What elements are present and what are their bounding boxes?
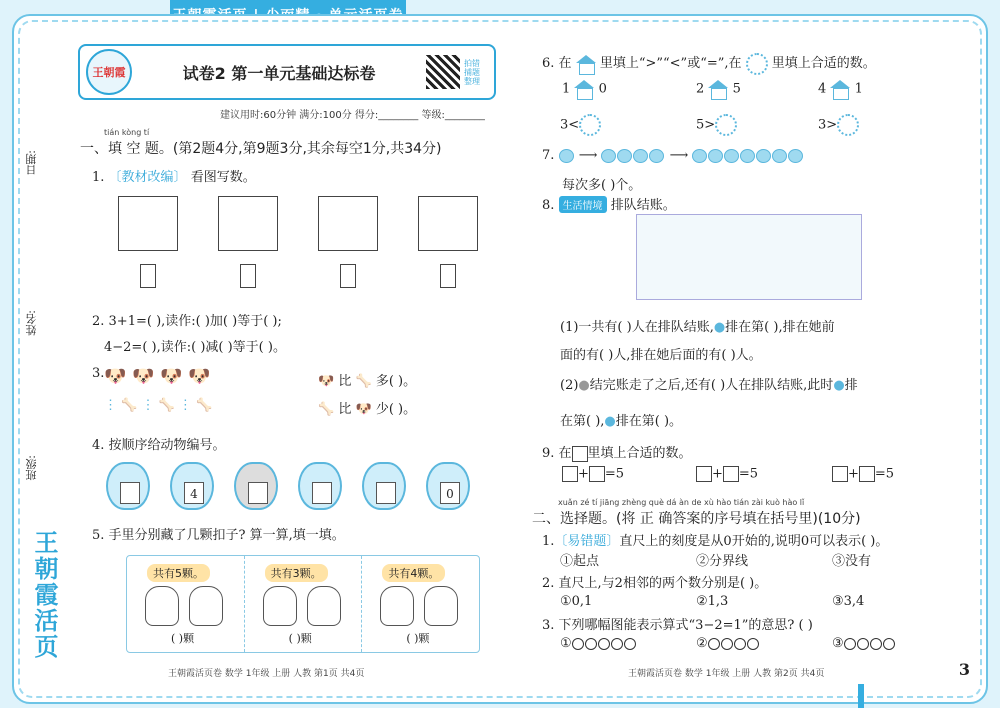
q7-text: 每次多( )个。 (562, 178, 642, 193)
fist-icon (189, 586, 223, 626)
queue-scene-illustration (636, 214, 862, 300)
rabbit-icon (298, 462, 342, 510)
q3-row-1: 🐶 比 🦴 多( )。 (318, 374, 417, 389)
dog-icon (362, 462, 406, 510)
q1-answer-box-3[interactable] (340, 264, 356, 288)
fist-icon (424, 586, 458, 626)
c3-opt-2[interactable]: ② (696, 636, 760, 651)
q3-row-2: 🦴 比 🐶 少( )。 (318, 402, 417, 417)
hand-icon (263, 586, 297, 626)
sec2-pinyin: xuǎn zé tí jiāng zhèng què dá àn de xù hào tián zài kuò hào lǐ (558, 498, 805, 507)
sec1-title: 一、填 空 题。(第2题4分,第9题3分,其余每空1分,共34分) (80, 141, 442, 157)
name-label: 姓名: (25, 310, 38, 336)
q2-line-1: 2. 3+1=( ),读作:( )加( )等于( ); (92, 314, 282, 329)
bone-icon: 🦴 (355, 374, 372, 389)
q1-answer-box-4[interactable] (440, 264, 456, 288)
c1-opt-1[interactable]: ①起点 (560, 554, 600, 569)
footer-right: 王朝霞活页卷 数学 1年级 上册 人教 第2页 共4页 (628, 669, 825, 679)
girl-icon: ● (833, 378, 845, 393)
q6-row-2c: 3> (818, 114, 859, 136)
q9-eq-3: + =5 (832, 466, 894, 482)
class-label: 班级: (25, 455, 38, 481)
dog-icon: 🐶 (318, 374, 335, 389)
footer-left: 王朝霞活页卷 数学 1年级 上册 人教 第1页 共4页 (168, 669, 365, 679)
paper-title: 试卷2 第一单元基础达标卷 (182, 63, 376, 83)
house-icon (576, 55, 596, 73)
q1 (92, 166, 256, 185)
publisher-logo: 王朝霞 (86, 49, 132, 95)
q8-line-4: 在第( ),●排在第( )。 (560, 414, 683, 429)
sec2-title: 二、选择题。(将 正 确答案的序号填在括号里)(10分) (532, 511, 861, 527)
q9-title: 9. 在 里填上合适的数。 (542, 446, 692, 461)
bone-icon: 🦴 (318, 402, 335, 417)
c3-opt-1[interactable]: ① (560, 636, 637, 651)
q5-text: 5. 手里分别藏了几颗扣子? 算一算,填一填。 (92, 528, 345, 543)
q1-picture-3 (318, 196, 378, 251)
q1-picture-4 (418, 196, 478, 251)
q6-row-1: 1 0 (562, 81, 607, 97)
q1-answer-box-1[interactable] (140, 264, 156, 288)
c2-opt-1[interactable]: ①0,1 (560, 594, 593, 609)
c2-opt-2[interactable]: ②1,3 (696, 594, 729, 609)
c3-text: 3. 下列哪幅图能表示算式“3−2=1”的意思? ( ) (542, 618, 813, 633)
q6-title: 6. 在 里填上“>”“<”或“=”,在 里填上合适的数。 (542, 52, 876, 75)
q4-text: 4. 按顺序给动物编号。 (92, 438, 226, 453)
page-edge-bar (858, 684, 864, 708)
q1-picture-2 (218, 196, 278, 251)
dog-icon: 🐶 (355, 402, 372, 417)
house-icon[interactable] (574, 80, 594, 98)
hand-icon (380, 586, 414, 626)
q9-eq-1: + =5 (562, 466, 624, 482)
q7-apples: 7. ⟶ ⟶ (542, 148, 804, 163)
cat-icon: 4 (170, 462, 214, 510)
boy-icon: ● (604, 414, 616, 429)
flower-icon[interactable] (715, 114, 737, 136)
q6-row-1c: 4 1 (818, 81, 863, 97)
square-icon (572, 446, 588, 462)
q9-eq-2: + =5 (696, 466, 758, 482)
brand-logo: 王朝霞活页 (30, 530, 59, 660)
date-label: 日期: (25, 150, 38, 176)
sec1-pinyin: tián kòng tí (104, 128, 150, 137)
hand-icon (145, 586, 179, 626)
exam-meta: 建议用时:60分钟 满分:100分 得分:________ 等级:________ (220, 110, 485, 121)
q5-panel-1: 共有5颗。 ( )颗 (127, 556, 245, 652)
q6-row-2: 3< (560, 114, 601, 136)
q2-line-2: 4−2=( ),读作:( )减( )等于( )。 (104, 340, 286, 355)
q5-panel-3: 共有4颗。 ( )颗 (362, 556, 479, 652)
girl-icon: ● (713, 320, 726, 335)
penguin-icon (234, 462, 278, 510)
q1-answer-box-2[interactable] (240, 264, 256, 288)
c3-opt-3[interactable]: ③ (832, 636, 896, 651)
c1: 1.〔易错题〕直尺上的刻度是从0开始的,说明0可以表示( )。 (542, 530, 888, 549)
bone-icons: ⋮ 🦴 ⋮ 🦴 ⋮ 🦴 (104, 398, 213, 413)
c2-text: 2. 直尺上,与2相邻的两个数分别是( )。 (542, 576, 768, 591)
q1-text: 看图写数。 (190, 170, 256, 185)
q8-line-1: (1)一共有( )人在排队结账,●排在第( ),排在她前 (560, 320, 835, 335)
q8-title: 8. 生活情境 排队结账。 (542, 198, 676, 213)
c1-opt-3[interactable]: ③没有 (832, 554, 872, 569)
q6-row-1b: 2 5 (696, 81, 741, 97)
c1-tag: 〔易错题〕 (554, 534, 620, 549)
q1-tag: 〔教材改编〕 (108, 170, 187, 185)
paper-header (78, 44, 496, 100)
c1-opt-2[interactable]: ②分界线 (696, 554, 749, 569)
fist-icon (307, 586, 341, 626)
flower-icon[interactable] (579, 114, 601, 136)
bear-icon: 0 (426, 462, 470, 510)
page-number: 3 (958, 660, 970, 679)
q1-num: 1. (92, 170, 105, 185)
house-icon[interactable] (708, 80, 728, 98)
house-icon[interactable] (830, 80, 850, 98)
q8-tag: 生活情境 (559, 196, 607, 213)
q5-panel-2: 共有3颗。 ( )颗 (245, 556, 363, 652)
c2-opt-3[interactable]: ③3,4 (832, 594, 865, 609)
q5-panels (126, 555, 480, 653)
qr-code (426, 55, 460, 89)
q8-line-3: (2)●结完账走了之后,还有( )人在排队结账,此时●排 (560, 378, 858, 393)
q1-picture-1 (118, 196, 178, 251)
monkey-icon (106, 462, 150, 510)
qr-caption: 拍错 捕题 整理 (464, 58, 480, 86)
q8-line-2: 面的有( )人,排在她后面的有( )人。 (560, 348, 762, 363)
dog-icons: 🐶 🐶 🐶 🐶 (104, 366, 211, 387)
flower-icon (746, 53, 768, 75)
q3-num: 3. (92, 366, 105, 381)
q6-row-2b: 5> (696, 114, 737, 136)
flower-icon[interactable] (837, 114, 859, 136)
grandma-icon: ● (578, 378, 590, 393)
